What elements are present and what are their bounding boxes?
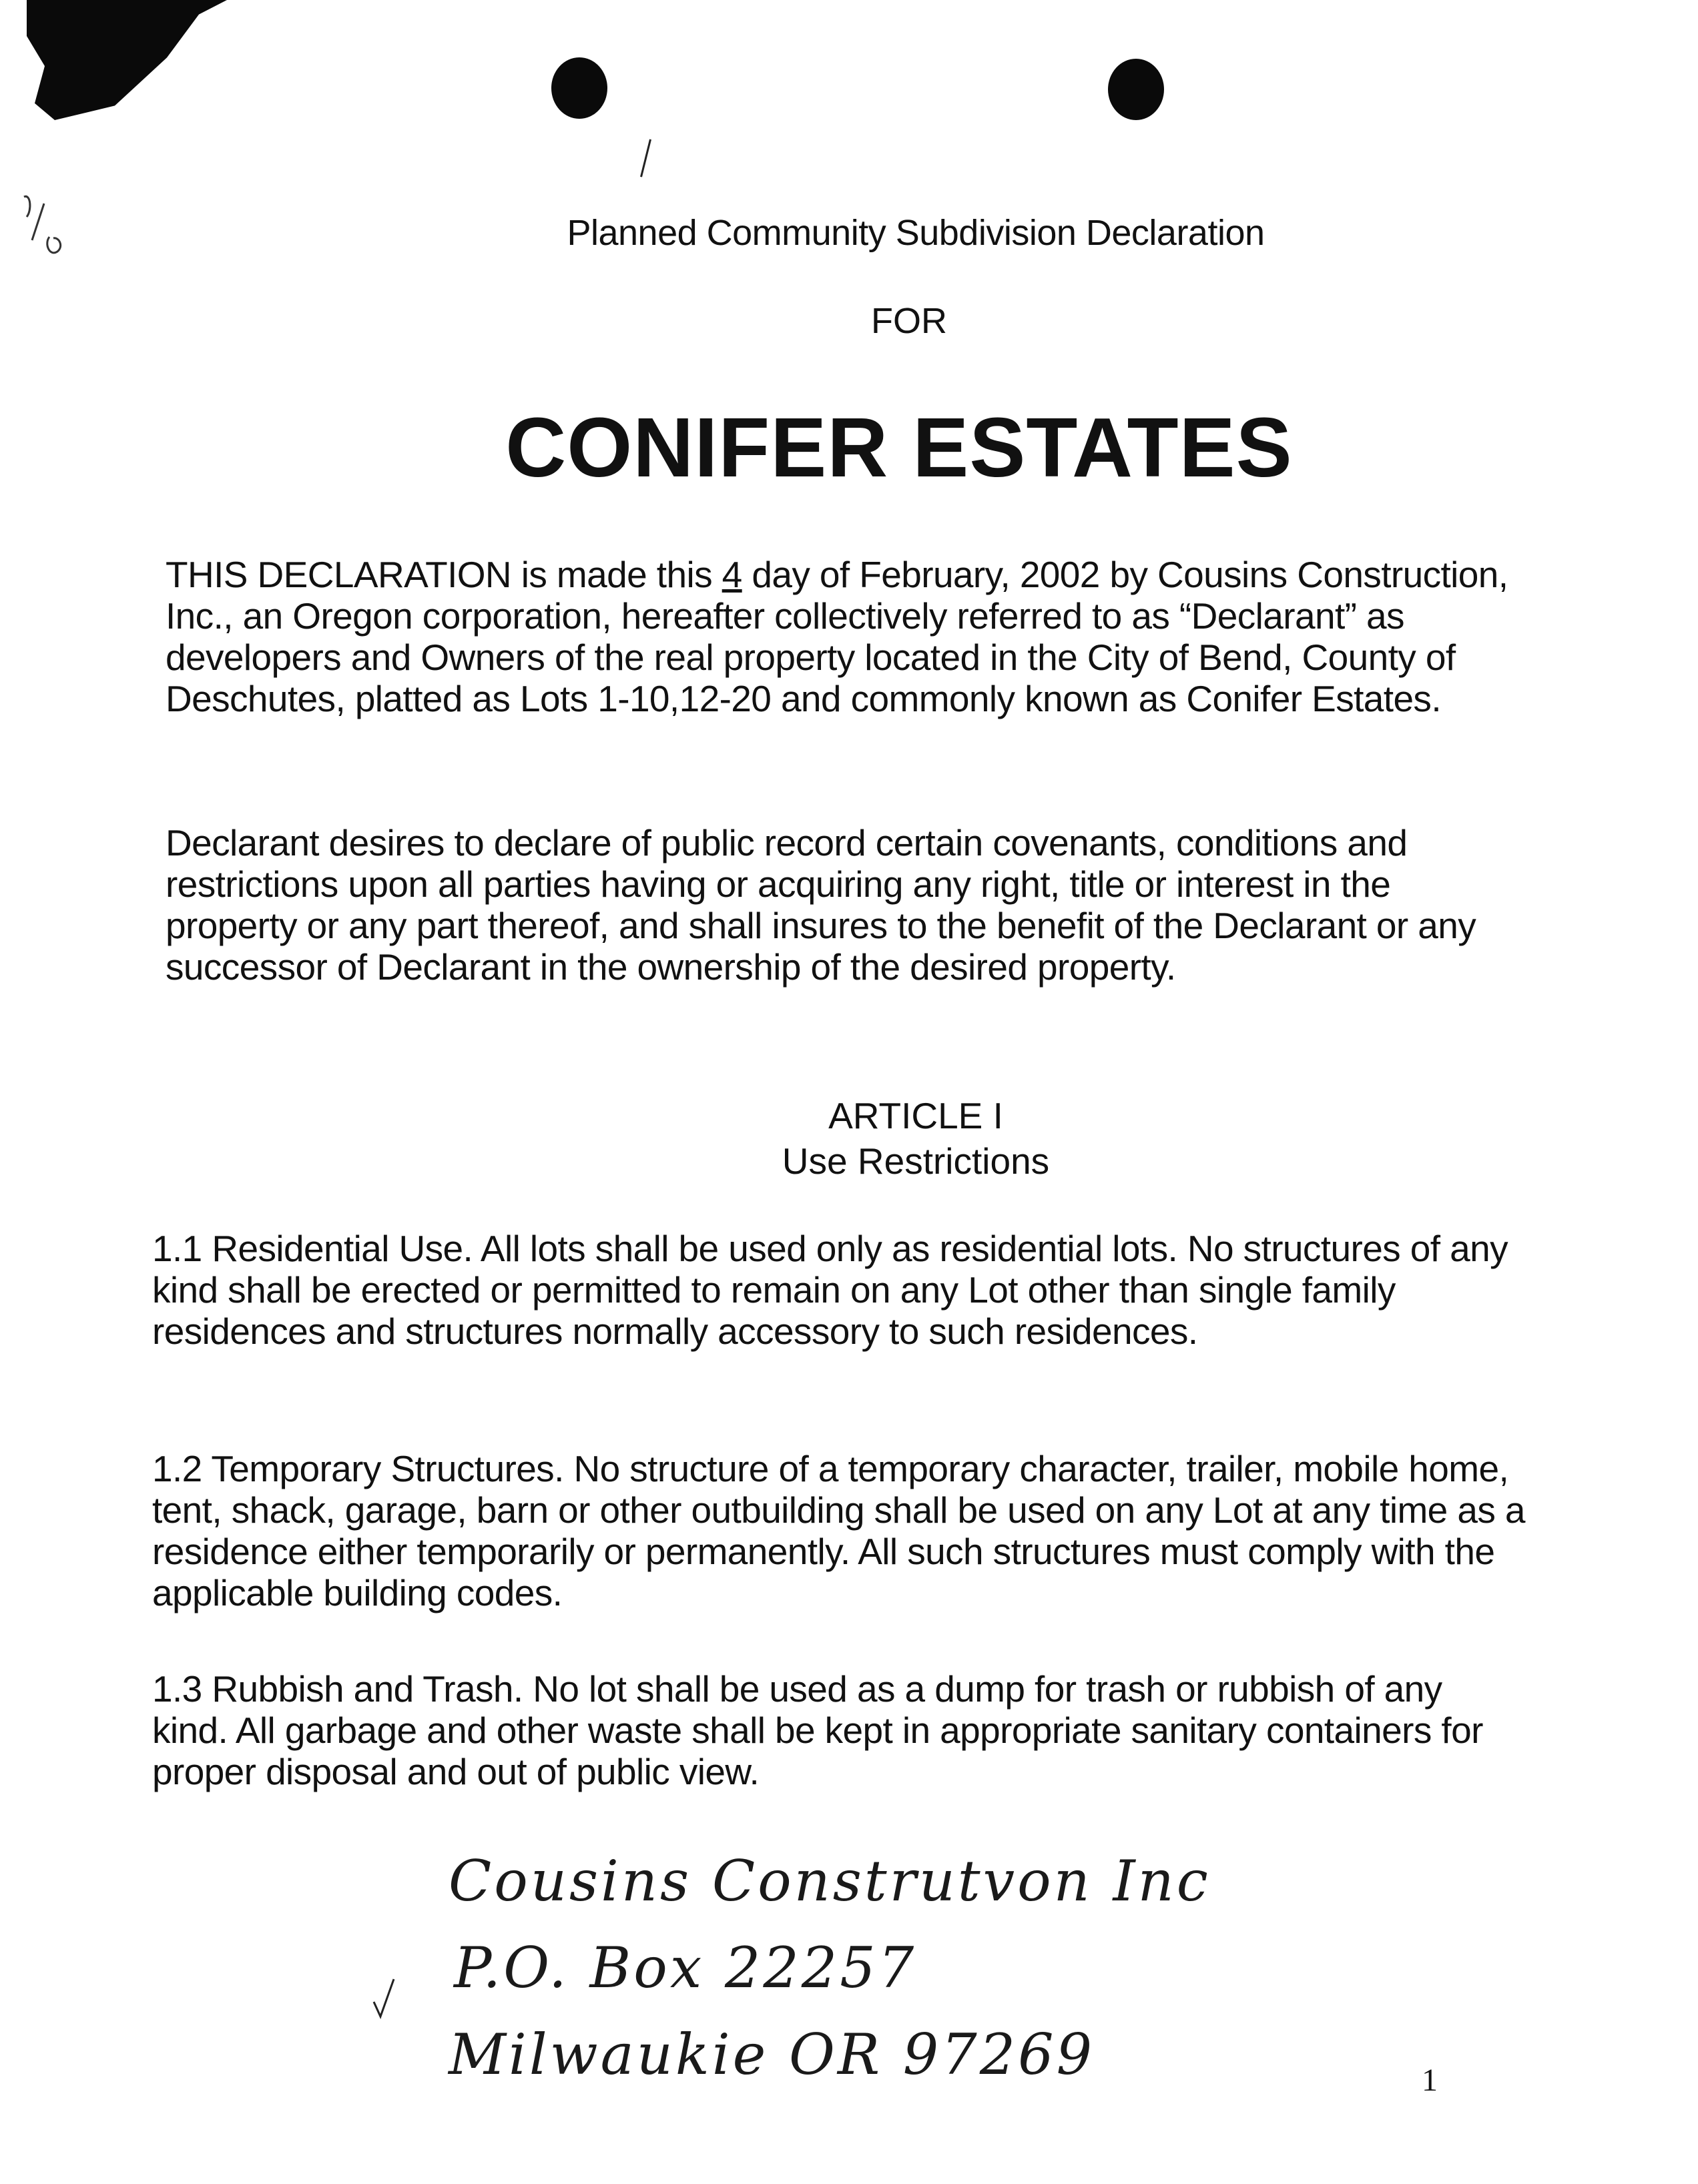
punch-hole-right: [1108, 59, 1164, 120]
document-subtitle: Planned Community Subdivision Declaration: [567, 213, 1265, 253]
page-number: 1: [1422, 2063, 1438, 2098]
intro-day: 4: [722, 554, 742, 595]
document-for-line: FOR: [871, 301, 947, 341]
section-number: 1.2: [152, 1448, 202, 1489]
section-1-1: [152, 1228, 1527, 1352]
handwritten-address-line-3: Milwaukie OR 97269: [449, 2022, 1095, 2087]
punch-hole-left: [551, 57, 607, 119]
pen-tick-mark: [640, 139, 651, 177]
section-heading: Residential Use.: [212, 1228, 473, 1269]
section-heading: Temporary Structures.: [211, 1448, 564, 1489]
section-1-3: [152, 1668, 1527, 1792]
section-text: No structure of a temporary character, trailer, mobile home, tent, shack, garage, barn or other outbuilding shall be used on any Lot at any time as a residence either temporarily or permanently. All such structures must comply with the applicable building codes.: [152, 1448, 1525, 1613]
article-heading: [0, 1093, 1698, 1184]
section-1-2: [152, 1448, 1527, 1613]
section-number: 1.3: [152, 1668, 202, 1710]
article-title: Use Restrictions: [782, 1140, 1050, 1182]
handwritten-address-line-2: P.O. Box 22257: [454, 1935, 917, 2000]
handwritten-address-line-1: Cousins Construtvon Inc: [449, 1848, 1211, 1914]
section-text: All lots shall be used only as residential lots. No structures of any kind shall be erected or permitted to remain on any Lot other than single family residences and structures normally accessory to such residences.: [152, 1228, 1508, 1352]
section-text: No lot shall be used as a dump for trash or rubbish of any kind. All garbage and other waste shall be kept in appropriate sanitary containers for proper disposal and out of public view.: [152, 1668, 1483, 1792]
intro-paragraph: [166, 554, 1527, 719]
section-heading: Rubbish and Trash.: [212, 1668, 523, 1710]
document-title: CONIFER ESTATES: [505, 400, 1293, 494]
scan-corner-blot: [27, 0, 227, 120]
intro-lead: THIS DECLARATION is made this: [166, 554, 722, 595]
section-number: 1.1: [152, 1228, 202, 1269]
desire-paragraph: Declarant desires to declare of public record certain covenants, conditions and restrictions upon all parties having or acquiring any right, title or interest in the property or any part thereof, and shall insures to the benefit of the Declarant or any successor of Declarant in the ownership of the desired property.: [166, 822, 1476, 988]
handwritten-check-mark: [371, 1975, 398, 2022]
article-number: ARTICLE I: [828, 1095, 1003, 1136]
intro-rest: day of February, 2002 by Cousins Construction, Inc., an Oregon corporation, hereafter collectively referred to as “Declarant” as developers and Owners of the real property located in the City of Bend, County of Deschutes, platted as Lots 1-10,12-20 and commonly known as Conifer Estates.: [166, 554, 1508, 719]
